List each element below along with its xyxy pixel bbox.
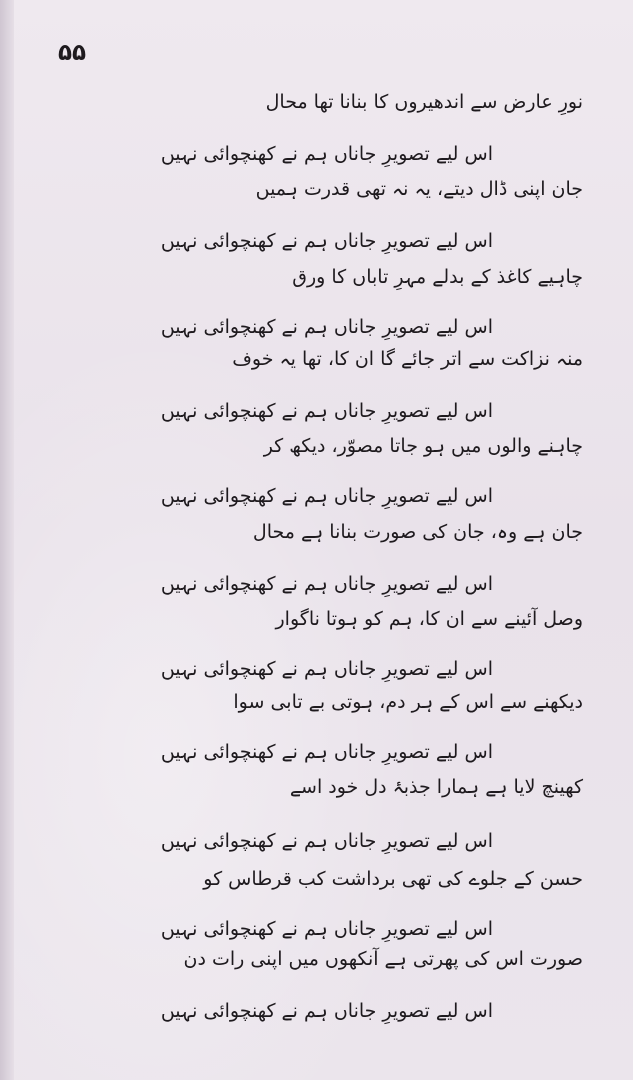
verse-line-3-first: چاہیے کاغذ کے بدلے مہرِ تاباں کا ورق: [292, 266, 583, 288]
verse-line-5-refrain: اس لیے تصویرِ جاناں ہم نے کھنچوائی نہیں: [160, 485, 493, 507]
page-spine-shadow: [0, 0, 14, 1080]
verse-line-1-refrain: اس لیے تصویرِ جاناں ہم نے کھنچوائی نہیں: [160, 143, 493, 165]
verse-line-1-first: نورِ عارض سے اندھیروں کا بنانا تھا محال: [265, 91, 583, 113]
verse-line-10-refrain: اس لیے تصویرِ جاناں ہم نے کھنچوائی نہیں: [160, 918, 493, 940]
verse-line-4-first: منہ نزاکت سے اتر جائے گا ان کا، تھا یہ خوف: [232, 348, 583, 370]
verse-line-2-first: جان اپنی ڈال دیتے، یہ نہ تھی قدرت ہمیں: [255, 178, 583, 200]
verse-line-11-first: صورت اس کی پھرتی ہے آنکھوں میں اپنی رات دن: [183, 948, 583, 970]
verse-line-6-first: جان ہے وہ، جان کی صورت بنانا ہے محال: [252, 521, 583, 543]
verse-line-5-first: چاہنے والوں میں ہو جاتا مصوّر، دیکھ کر: [263, 435, 583, 457]
verse-line-3-refrain: اس لیے تصویرِ جاناں ہم نے کھنچوائی نہیں: [160, 316, 493, 338]
verse-line-2-refrain: اس لیے تصویرِ جاناں ہم نے کھنچوائی نہیں: [160, 230, 493, 252]
verse-line-8-first: دیکھنے سے اس کے ہر دم، ہوتی بے تابی سوا: [233, 691, 583, 713]
verse-line-10-first: حسن کے جلوے کی تھی برداشت کب قرطاس کو: [203, 868, 583, 890]
verse-line-7-first: وصل آئینے سے ان کا، ہم کو ہوتا ناگوار: [275, 608, 583, 630]
verse-line-11-refrain: اس لیے تصویرِ جاناں ہم نے کھنچوائی نہیں: [160, 1000, 493, 1022]
verse-line-9-first: کھینچ لایا ہے ہمارا جذبۂ دل خود اسے: [289, 776, 583, 798]
verse-line-4-refrain: اس لیے تصویرِ جاناں ہم نے کھنچوائی نہیں: [160, 400, 493, 422]
verse-line-7-refrain: اس لیے تصویرِ جاناں ہم نے کھنچوائی نہیں: [160, 658, 493, 680]
verse-line-6-refrain: اس لیے تصویرِ جاناں ہم نے کھنچوائی نہیں: [160, 573, 493, 595]
verse-line-8-refrain: اس لیے تصویرِ جاناں ہم نے کھنچوائی نہیں: [160, 741, 493, 763]
page-number: ۵۵: [58, 40, 87, 66]
verse-line-9-refrain: اس لیے تصویرِ جاناں ہم نے کھنچوائی نہیں: [160, 830, 493, 852]
